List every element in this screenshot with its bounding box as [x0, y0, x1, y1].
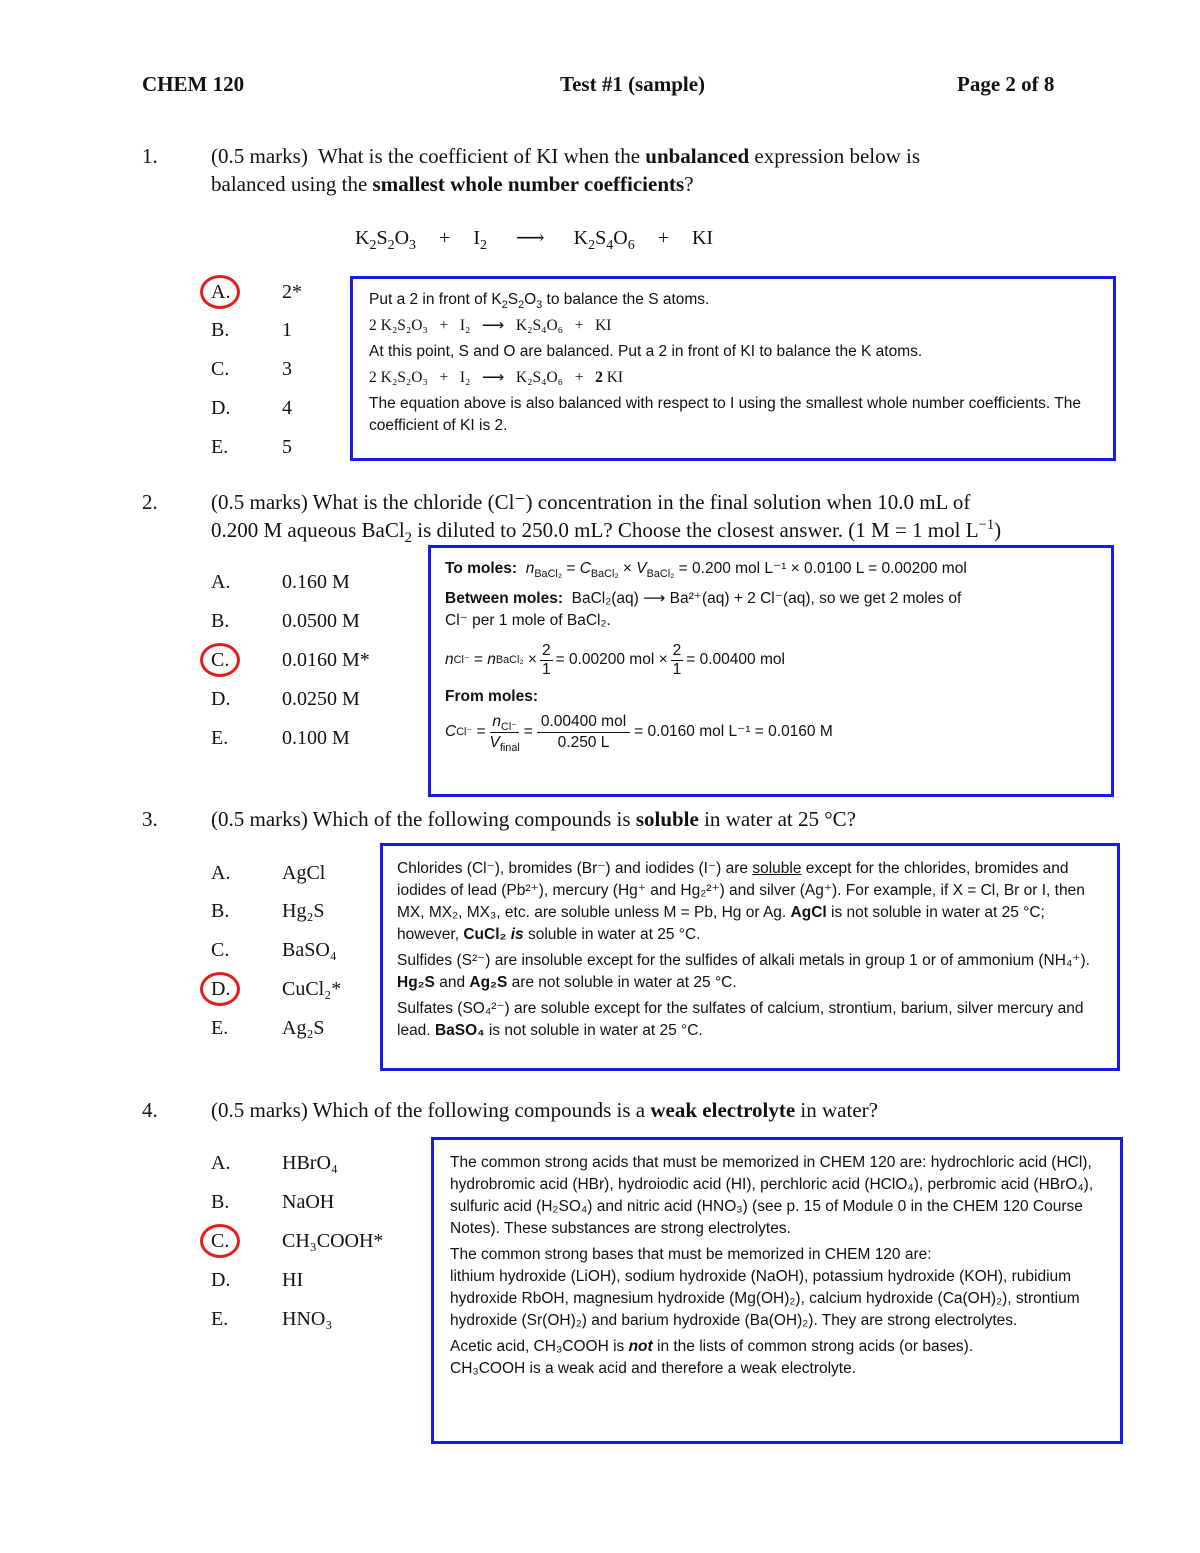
option-letter[interactable]: A. — [211, 862, 231, 884]
option-value[interactable]: Ag₂S — [282, 1017, 325, 1039]
question-text: (0.5 marks) What is the coefficient of KI when the unbalanced expression below is balanced using the smallest whole number coefficients? — [211, 144, 921, 196]
option-letter[interactable]: E. — [211, 1308, 229, 1330]
test-title: Test #1 (sample) — [560, 72, 706, 96]
equation: $K_2S_2O_3 + I_2$ ⟶ $K_2S_4O_6$ + KI — [355, 227, 714, 253]
option-value[interactable]: 1 — [282, 319, 292, 341]
option-value[interactable]: AgCl — [282, 862, 326, 884]
option-value[interactable]: 0.100 M — [282, 727, 350, 749]
option-value[interactable]: HBrO₄ — [282, 1152, 338, 1174]
option-value[interactable]: 4 — [282, 397, 292, 419]
question-number: 1. — [142, 144, 158, 168]
option-value[interactable]: 0.160 M — [282, 571, 350, 593]
option-letter[interactable]: E. — [211, 1017, 229, 1039]
option-letter[interactable]: D. — [211, 978, 231, 1000]
question-text: (0.5 marks) Which of the following compounds is soluble in water at 25 °C? — [211, 807, 856, 831]
option-value[interactable]: CH₃COOH* — [282, 1230, 384, 1252]
option-value[interactable]: 0.0250 M — [282, 688, 360, 710]
option-value[interactable]: 0.0500 M — [282, 610, 360, 632]
option-value[interactable]: 2* — [282, 281, 302, 303]
option-value[interactable]: CuCl₂* — [282, 978, 342, 1000]
question-number: 2. — [142, 490, 158, 514]
option-value[interactable]: Hg₂S — [282, 900, 325, 922]
question-text: (0.5 marks) Which of the following compounds is a weak electrolyte in water? — [211, 1098, 878, 1122]
option-value[interactable]: HNO₃ — [282, 1308, 333, 1330]
explanation-box: Chlorides (Cl⁻), bromides (Br⁻) and iodides (I⁻) are soluble except for the chlorides, bromides and iodides of lead (Pb²⁺), mercury (Hg⁺ and Hg₂²⁺) and silver (Ag⁺). For example, if X = Cl, Br or I, then MX, MX₂, MX₃, etc. are soluble unless M = Pb, Hg or Ag. AgCl is not soluble in water at 25 °C; however, CuCl₂ is soluble in water at 25 °C. Sulfides (S²⁻) are insoluble except for the sulfides of alkali metals in group 1 or of ammonium (NH₄⁺). Hg₂S and Ag₂S are not soluble in water at 25 °C. Sulfates (SO₄²⁻) are soluble except for the sulfates of calcium, strontium, barium, silver mercury and lead. BaSO₄ is not soluble in water at 25 °C. — [380, 843, 1120, 1071]
option-value[interactable]: HI — [282, 1269, 304, 1291]
option-letter[interactable]: D. — [211, 1269, 231, 1291]
option-letter[interactable]: B. — [211, 900, 230, 922]
option-letter[interactable]: C. — [211, 1230, 230, 1252]
option-letter[interactable]: B. — [211, 319, 230, 341]
option-letter[interactable]: A. — [211, 571, 231, 593]
option-value[interactable]: 5 — [282, 436, 292, 458]
option-value[interactable]: 3 — [282, 358, 292, 380]
option-letter[interactable]: B. — [211, 1191, 230, 1213]
page-number: Page 2 of 8 — [957, 72, 1055, 96]
question-number: 3. — [142, 807, 158, 831]
option-letter[interactable]: C. — [211, 939, 230, 961]
option-letter[interactable]: C. — [211, 358, 230, 380]
question-text: (0.5 marks) What is the chloride (Cl⁻) concentration in the final solution when 10.0 mL of 0.200 M aqueous BaCl$_2$ is diluted to 250.0 mL? Choose the closest answer. (1 M = 1 mol $L^{-1}$) — [211, 490, 1002, 547]
explanation-box: Put a 2 in front of $K_2S_2O_3$ to balance the S atoms. 2 K₂S₂O₃ + I₂ ⟶ K₂S₄O₆ + KI At this point, S and O are balanced. Put a 2 in front of KI to balance the K atoms. 2 K₂S₂O₃ + I₂ ⟶ K₂S₄O₆ + 2 KI The equation above is also balanced with respect to I using the smallest whole number coefficients. The coefficient of KI is 2. — [350, 276, 1116, 461]
explanation-box: The common strong acids that must be memorized in CHEM 120 are: hydrochloric acid (HCl), hydrobromic acid (HBr), hydroiodic acid (HI), perchloric acid (HClO₄), perbromic acid (HBrO₄), sulfuric acid (H₂SO₄) and nitric acid (HNO₃) (see p. 15 of Module 0 in the CHEM 120 Course Notes). These substances are strong electrolytes. The common strong bases that must be memorized in CHEM 120 are: lithium hydroxide (LiOH), sodium hydroxide (NaOH), potassium hydroxide (KOH), rubidium hydroxide RbOH, magnesium hydroxide (Mg(OH)₂), calcium hydroxide (Ca(OH)₂), strontium hydroxide (Sr(OH)₂) and barium hydroxide (Ba(OH)₂). They are strong electrolytes. Acetic acid, CH₃COOH is not in the lists of common strong acids (or bases). CH₃COOH is a weak acid and therefore a weak electrolyte. — [431, 1137, 1123, 1444]
option-letter[interactable]: C. — [211, 649, 230, 671]
option-letter[interactable]: A. — [211, 1152, 231, 1174]
question-number: 4. — [142, 1098, 158, 1122]
option-letter[interactable]: A. — [211, 281, 231, 303]
option-value[interactable]: 0.0160 M* — [282, 649, 370, 671]
option-value[interactable]: BaSO₄ — [282, 939, 337, 961]
option-letter[interactable]: E. — [211, 436, 229, 458]
option-letter[interactable]: D. — [211, 397, 231, 419]
option-letter[interactable]: B. — [211, 610, 230, 632]
option-value[interactable]: NaOH — [282, 1191, 335, 1213]
option-letter[interactable]: E. — [211, 727, 229, 749]
course-code: CHEM 120 — [142, 72, 245, 96]
option-letter[interactable]: D. — [211, 688, 231, 710]
explanation-box: To moles: $n_{BaCl_2} = C_{BaCl_2} \times V_{BaCl_2} = 0.200$ mol L⁻¹ × 0.0100 L = 0.00200 mol Between moles: BaCl₂(aq) ⟶ Ba²⁺(aq) + 2 Cl⁻(aq), so we get 2 moles of Cl⁻ per 1 mole of BaCl₂. n Cl⁻ = n BaCl₂ × $\frac{2}{1}$ = 0.00200 mol × $\frac{2}{1}$ = 0.00400 mol From moles: C Cl⁻ = $n_{Cl^-}$ $V_{final}$ = 0.00400 mol 0.250 L = 0.0160 mol L⁻¹ = 0.0160 M — [428, 545, 1114, 797]
